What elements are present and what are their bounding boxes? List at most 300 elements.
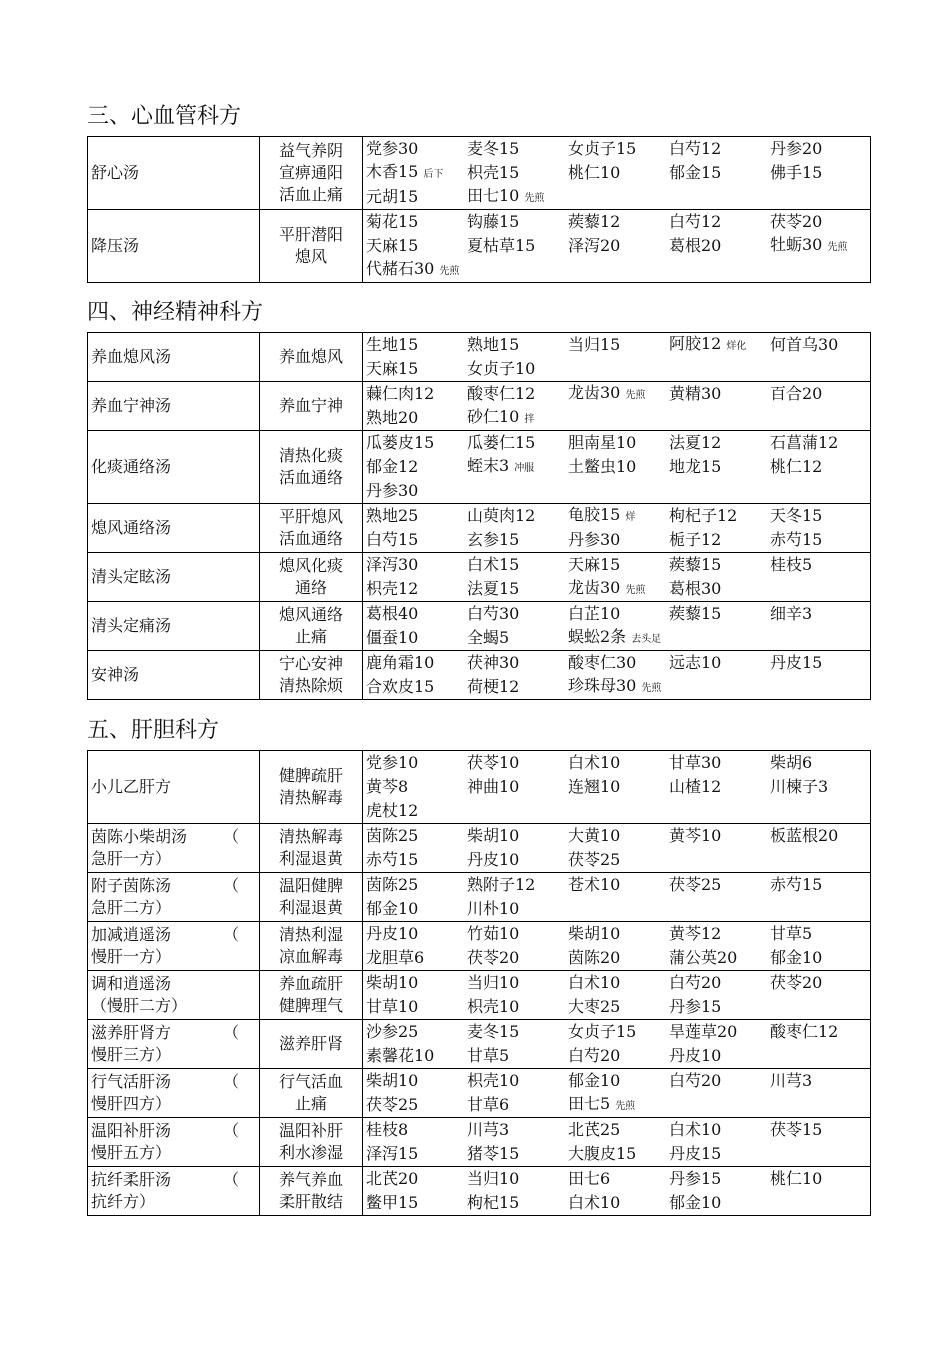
herb-item [366, 455, 467, 479]
formula-name [88, 1167, 260, 1216]
herb-item [366, 234, 467, 258]
herb-dose: 茯苓20 [770, 973, 823, 992]
herb-dose: 阿胶12 [669, 333, 722, 353]
herb-dose: 虎杖12 [366, 801, 419, 820]
herb-dose: 酸枣仁12 [467, 384, 536, 403]
herb-item [467, 357, 568, 381]
herb-dose: 茯苓20 [770, 212, 823, 231]
herb-item [467, 137, 568, 161]
herb-item [467, 382, 568, 406]
formula-name: 清头定痛汤 [88, 602, 260, 651]
herb-item [366, 382, 467, 406]
herb-item [366, 946, 467, 970]
formula-name [88, 873, 260, 922]
herb-dose: 女贞子10 [467, 359, 536, 378]
formula-name-part: 温阳补肝汤 [91, 1121, 172, 1140]
herb-dose: 瓜蒌仁15 [467, 433, 536, 452]
formula-row [88, 751, 871, 824]
herb-item [366, 751, 467, 775]
herb-item [366, 799, 467, 823]
herb-line [366, 137, 870, 161]
herb-dose: 丹皮15 [770, 653, 823, 672]
herb-item [669, 137, 770, 161]
formula-row [88, 1167, 871, 1216]
herb-item [568, 922, 669, 946]
herb-line [366, 479, 870, 503]
formula-function [260, 824, 363, 873]
function-line: 益气养阴 [278, 141, 343, 160]
formula-name [88, 1020, 260, 1069]
herb-dose: 沙参25 [366, 1022, 419, 1041]
herb-dose: 枳壳10 [467, 997, 520, 1016]
herb-dose: 葛根40 [366, 604, 419, 623]
function-line: 清热化痰 [278, 446, 343, 465]
herb-item [770, 333, 871, 357]
herb-item [770, 504, 871, 528]
herb-item [366, 922, 467, 946]
formula-function [260, 431, 363, 504]
herb-item [366, 1118, 467, 1142]
herb-dose: 丹参20 [770, 139, 823, 158]
herb-dose: 黄芩8 [366, 777, 409, 796]
function-line: 平肝熄风 [278, 507, 343, 526]
herb-item [568, 576, 669, 603]
formula-function [260, 137, 363, 210]
formula-name-part: 调和逍遥汤 [91, 974, 172, 993]
herb-list [363, 1020, 871, 1069]
herb-dose: 连翘10 [568, 777, 621, 796]
section-title: 三、心血管科方 [87, 104, 242, 129]
formula-function [260, 1167, 363, 1216]
herb-dose: 赤芍15 [366, 850, 419, 869]
function-line: 清热解毒 [278, 827, 343, 846]
herb-note: 先煎 [615, 1100, 636, 1112]
herb-dose: 川朴10 [467, 899, 520, 918]
herb-item [568, 674, 669, 701]
formula-function [260, 333, 363, 382]
herb-item [366, 210, 467, 234]
herb-note: 烊 [625, 511, 636, 523]
herb-dose: 党参10 [366, 753, 419, 772]
herb-item [770, 455, 871, 479]
herb-item [366, 873, 467, 897]
formula-function [260, 382, 363, 431]
herb-item [669, 824, 770, 848]
formula-name: 化痰通络汤 [88, 431, 260, 504]
herb-item [770, 922, 871, 946]
formula-name [88, 922, 260, 971]
herb-item [467, 848, 568, 872]
formula-name-part: 慢肝一方） [91, 947, 172, 966]
herb-dose: 大腹皮15 [568, 1144, 637, 1163]
herb-item [669, 553, 770, 577]
function-line: 止痛 [294, 627, 327, 646]
herb-dose: 桃仁10 [770, 1169, 823, 1188]
herb-dose: 蒺藜15 [669, 555, 722, 574]
function-line: 行气活血 [278, 1072, 343, 1091]
herb-item [366, 553, 467, 577]
herb-item [770, 528, 871, 552]
herb-dose: 丹皮10 [669, 1046, 722, 1065]
formula-name: 养血宁神汤 [88, 382, 260, 431]
herb-list [363, 137, 871, 210]
function-line: 柔肝散结 [278, 1192, 343, 1211]
function-line: 养气养血 [278, 1170, 343, 1189]
herb-line [366, 675, 870, 699]
herb-item [366, 995, 467, 1019]
herb-dose: 甘草5 [467, 1046, 510, 1065]
formula-name-part: （慢肝二方） [91, 996, 188, 1015]
herb-list [363, 504, 871, 553]
herb-dose: 大枣25 [568, 997, 621, 1016]
herb-item [669, 922, 770, 946]
herb-item [467, 234, 568, 258]
herb-dose: 苍术10 [568, 875, 621, 894]
herb-item [467, 1093, 568, 1117]
function-line: 熄风化痰 [278, 556, 343, 575]
herb-item [366, 775, 467, 799]
herb-dose: 田七6 [568, 1169, 611, 1188]
herb-dose: 远志10 [669, 653, 722, 672]
formula-name-part: 行气活肝汤 [91, 1072, 172, 1091]
herb-item [366, 675, 467, 699]
herb-item [568, 1020, 669, 1044]
herb-item [568, 455, 669, 479]
herb-dose: 白术10 [669, 1120, 722, 1139]
herb-item [568, 431, 669, 455]
herb-dose: 地龙15 [669, 457, 722, 476]
herb-dose: 黄芩12 [669, 924, 722, 943]
function-line: 温阳健脾 [278, 876, 343, 895]
function-line: 止痛 [294, 1094, 327, 1113]
function-line: 宁心安神 [278, 654, 343, 673]
herb-dose: 生地15 [366, 335, 419, 354]
formula-row [88, 333, 871, 382]
herb-dose: 蒲公英20 [669, 948, 738, 967]
herb-dose: 葛根30 [669, 579, 722, 598]
herb-item [366, 897, 467, 921]
formula-function [260, 1020, 363, 1069]
herb-item [669, 455, 770, 479]
formula-table [87, 750, 871, 1216]
herb-dose: 丹参30 [366, 481, 419, 500]
herb-line [366, 431, 870, 455]
herb-note: 先煎 [439, 265, 460, 277]
formula-name-part: 滋养肝肾方 [91, 1023, 172, 1042]
herb-dose: 茯苓10 [467, 753, 520, 772]
herb-item [467, 1167, 568, 1191]
herb-item [568, 161, 669, 185]
herb-item [366, 257, 467, 284]
herb-dose: 板蓝根20 [770, 826, 839, 845]
herb-dose: 枳壳15 [467, 163, 520, 182]
herb-dose: 泽泻15 [366, 1144, 419, 1163]
herb-item [770, 775, 871, 799]
formula-name-part: 茵陈小柴胡汤 [91, 827, 188, 846]
herb-item [467, 431, 568, 455]
herb-dose: 龙齿30 [568, 382, 621, 402]
formula-row [88, 922, 871, 971]
herb-dose: 龙齿30 [568, 577, 621, 597]
herb-item [568, 553, 669, 577]
section-title: 五、肝胆科方 [87, 718, 220, 743]
formula-name: 清头定眩汤 [88, 553, 260, 602]
herb-line [366, 210, 870, 234]
herb-list [363, 971, 871, 1020]
function-line: 宣痹通阳 [278, 163, 343, 182]
herb-item [366, 160, 467, 187]
herb-dose: 神曲10 [467, 777, 520, 796]
herb-note: 先煎 [641, 682, 662, 694]
herb-list [363, 431, 871, 504]
herb-dose: 石菖蒲12 [770, 433, 839, 452]
herb-dose: 天冬15 [770, 506, 823, 525]
function-line: 健脾疏肝 [278, 766, 343, 785]
herb-list [363, 824, 871, 873]
herb-item [366, 848, 467, 872]
herb-list [363, 1118, 871, 1167]
herb-item [366, 504, 467, 528]
formula-name [88, 971, 260, 1020]
herb-note: 拌 [524, 413, 535, 425]
herb-line [366, 234, 870, 258]
herb-item [669, 1191, 770, 1215]
herb-item [770, 971, 871, 995]
herb-note: 冲服 [514, 462, 535, 474]
herb-item [568, 1069, 669, 1093]
herb-line [366, 1167, 870, 1191]
formula-name-part: 附子茵陈汤 [91, 876, 172, 895]
herb-item [568, 1044, 669, 1068]
herb-item [467, 1142, 568, 1166]
herb-item [467, 454, 568, 481]
herb-item [770, 824, 871, 848]
herb-dose: 田七5 [568, 1093, 611, 1113]
herb-dose: 酸枣仁12 [770, 1022, 839, 1041]
herb-note: 后下 [423, 168, 444, 180]
herb-dose: 枳壳12 [366, 579, 419, 598]
herb-item [770, 602, 871, 626]
herb-line [366, 1044, 870, 1068]
formula-name-part: 慢肝三方） [91, 1045, 172, 1064]
herb-dose: 北芪20 [366, 1169, 419, 1188]
herb-dose: 女贞子15 [568, 139, 637, 158]
herb-dose: 郁金10 [770, 948, 823, 967]
function-line: 养血宁神 [278, 396, 343, 415]
function-line: 凉血解毒 [278, 947, 343, 966]
formula-name-paren: （ [222, 1072, 239, 1091]
herb-dose: 茯苓25 [366, 1095, 419, 1114]
herb-item [366, 137, 467, 161]
herb-dose: 木香15 [366, 161, 419, 181]
herb-dose: 川芎3 [467, 1120, 510, 1139]
herb-dose: 白芍12 [669, 212, 722, 231]
herb-dose: 猪苓15 [467, 1144, 520, 1163]
herb-item [467, 504, 568, 528]
herb-dose: 丹参15 [669, 997, 722, 1016]
herb-line [366, 751, 870, 775]
formula-row [88, 602, 871, 651]
herb-dose: 茯苓25 [669, 875, 722, 894]
herb-dose: 天麻15 [568, 555, 621, 574]
formula-name: 养血熄风汤 [88, 333, 260, 382]
herb-item [770, 137, 871, 161]
herb-dose: 蒺藜15 [669, 604, 722, 623]
herb-dose: 土鳖虫10 [568, 457, 637, 476]
herb-item [366, 602, 467, 626]
function-line: 清热除烦 [278, 676, 343, 695]
herb-item [467, 577, 568, 601]
formula-function [260, 922, 363, 971]
herb-dose: 代赭石30 [366, 258, 435, 278]
herb-list [363, 751, 871, 824]
herb-item [467, 626, 568, 650]
herb-dose: 茵陈25 [366, 875, 419, 894]
formula-row [88, 382, 871, 431]
herb-line [366, 602, 870, 626]
herb-dose: 北芪25 [568, 1120, 621, 1139]
herb-list [363, 1069, 871, 1118]
herb-line [366, 971, 870, 995]
formula-row [88, 504, 871, 553]
herb-list [363, 651, 871, 700]
herb-item [669, 332, 770, 359]
herb-line [366, 626, 870, 650]
herb-dose: 蕀仁肉12 [366, 384, 435, 403]
herb-item [770, 161, 871, 185]
herb-line [366, 185, 870, 209]
herb-dose: 龟胶15 [568, 504, 621, 524]
formula-name: 小儿乙肝方 [88, 751, 260, 824]
herb-dose: 丹参15 [669, 1169, 722, 1188]
herb-item [467, 1118, 568, 1142]
herb-item [669, 504, 770, 528]
herb-dose: 白芍30 [467, 604, 520, 623]
function-line: 利水渗湿 [278, 1143, 343, 1162]
herb-item [770, 751, 871, 775]
herb-item [669, 971, 770, 995]
herb-item [770, 210, 871, 234]
herb-dose: 瓜蒌皮15 [366, 433, 435, 452]
function-line: 通络 [294, 578, 327, 597]
herb-item [669, 946, 770, 970]
herb-item [366, 971, 467, 995]
herb-item [568, 1142, 669, 1166]
herb-item [467, 553, 568, 577]
herb-dose: 桂枝5 [770, 555, 813, 574]
herb-item [568, 946, 669, 970]
herb-dose: 枸杞子12 [669, 506, 738, 525]
herb-item [366, 431, 467, 455]
herb-note: 先煎 [625, 389, 646, 401]
herb-item [669, 577, 770, 601]
herb-item [770, 553, 871, 577]
herb-item [366, 824, 467, 848]
herb-item [669, 1142, 770, 1166]
herb-line [366, 553, 870, 577]
section-cardiovascular [87, 102, 871, 283]
herb-list [363, 922, 871, 971]
formula-name-paren: （ [222, 1170, 239, 1189]
herb-item [669, 873, 770, 897]
herb-dose: 赤芍15 [770, 875, 823, 894]
herb-dose: 郁金15 [669, 163, 722, 182]
herb-note: 先煎 [625, 584, 646, 596]
formula-row [88, 431, 871, 504]
herb-dose: 山楂12 [669, 777, 722, 796]
formula-name-paren: （ [222, 925, 239, 944]
formula-row [88, 137, 871, 210]
herb-item [669, 1167, 770, 1191]
herb-dose: 茯苓20 [467, 948, 520, 967]
formula-row [88, 824, 871, 873]
herb-dose: 郁金10 [366, 899, 419, 918]
herb-line [366, 799, 870, 823]
herb-note: 烊化 [726, 340, 747, 352]
herb-item [568, 381, 669, 408]
herb-dose: 川楝子3 [770, 777, 829, 796]
herb-item [366, 333, 467, 357]
herb-dose: 山萸肉12 [467, 506, 536, 525]
herb-item [568, 625, 669, 652]
herb-dose: 茯神30 [467, 653, 520, 672]
herb-dose: 白术10 [568, 753, 621, 772]
formula-name: 安神汤 [88, 651, 260, 700]
formula-name-part: 慢肝五方） [91, 1143, 172, 1162]
formula-function [260, 971, 363, 1020]
herb-item [366, 651, 467, 675]
function-line: 利湿退黄 [278, 898, 343, 917]
formula-function [260, 210, 363, 283]
formula-function [260, 873, 363, 922]
herb-item [366, 626, 467, 650]
herb-dose: 白术10 [568, 973, 621, 992]
herb-item [568, 775, 669, 799]
herb-item [568, 1118, 669, 1142]
herb-note: 去头足 [631, 633, 662, 645]
herb-item [366, 1069, 467, 1093]
function-line: 熄风通络 [278, 605, 343, 624]
herb-dose: 赤芍15 [770, 530, 823, 549]
herb-dose: 柴胡6 [770, 753, 813, 772]
formula-name-part: 加减逍遥汤 [91, 925, 172, 944]
herb-dose: 熟附子12 [467, 875, 536, 894]
herb-dose: 郁金12 [366, 457, 419, 476]
herb-note: 先煎 [827, 241, 848, 253]
herb-dose: 枳壳10 [467, 1071, 520, 1090]
herb-list [363, 873, 871, 922]
formula-function [260, 1069, 363, 1118]
herb-line [366, 848, 870, 872]
herb-dose: 柴胡10 [467, 826, 520, 845]
formula-function [260, 651, 363, 700]
function-line: 利湿退黄 [278, 849, 343, 868]
formula-name-paren: （ [222, 1121, 239, 1140]
herb-item [669, 1020, 770, 1044]
formula-name-part: 抗纤柔肝汤 [91, 1170, 172, 1189]
function-line: 滋养肝肾 [278, 1034, 343, 1053]
herb-line [366, 1142, 870, 1166]
herb-item [669, 1069, 770, 1093]
herb-item [467, 897, 568, 921]
herb-dose: 牡蛎30 [770, 234, 823, 254]
herb-item [467, 995, 568, 1019]
herb-dose: 桂枝8 [366, 1120, 409, 1139]
herb-item [366, 185, 467, 209]
section-hepatobiliary [87, 716, 871, 1216]
herb-dose: 白芍20 [568, 1046, 621, 1065]
herb-dose: 法夏12 [669, 433, 722, 452]
